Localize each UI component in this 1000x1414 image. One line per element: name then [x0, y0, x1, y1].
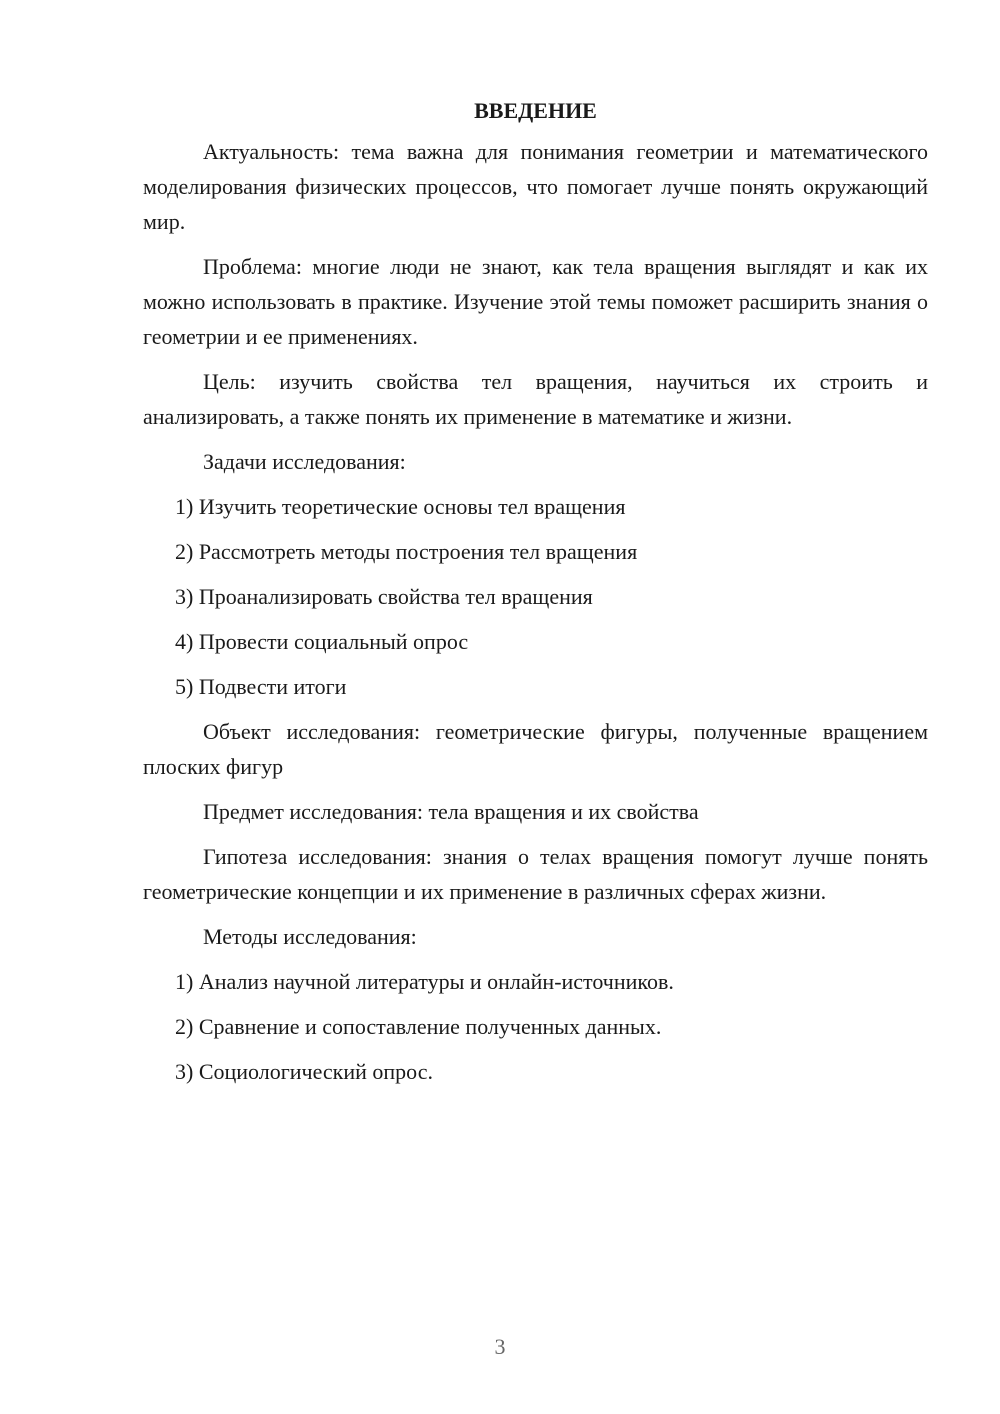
task-item: 1) Изучить теоретические основы тел вращения	[175, 494, 626, 519]
method-item: 3) Социологический опрос.	[175, 1059, 433, 1084]
methods-list	[143, 964, 928, 1089]
task-item: 4) Провести социальный опрос	[175, 629, 469, 654]
methods-heading: Методы исследования:	[203, 924, 417, 949]
task-item: 2) Рассмотреть методы построения тел вращения	[175, 539, 638, 564]
task-item: 5) Подвести итоги	[175, 674, 347, 699]
method-item: 1) Анализ научной литературы и онлайн-источников.	[175, 969, 674, 994]
relevance-paragraph: Актуальность: тема важна для понимания геометрии и математического моделирования физических процессов, что помогает лучше понять окружающий мир.	[143, 139, 928, 234]
problem-paragraph: Проблема: многие люди не знают, как тела вращения выглядят и как их можно использовать в практике. Изучение этой темы поможет расширить знания о геометрии и ее применениях.	[143, 254, 928, 349]
tasks-list	[143, 489, 928, 704]
method-item: 2) Сравнение и сопоставление полученных данных.	[175, 1014, 662, 1039]
subject-paragraph: Предмет исследования: тела вращения и их свойства	[203, 799, 699, 824]
document-content	[143, 94, 928, 1099]
page-number: 3	[494, 1334, 506, 1359]
object-paragraph: Объект исследования: геометрические фигуры, полученные вращением плоских фигур	[143, 719, 928, 779]
tasks-heading: Задачи исследования:	[203, 449, 406, 474]
task-item: 3) Проанализировать свойства тел вращения	[175, 584, 593, 609]
section-title: ВВЕДЕНИЕ	[474, 98, 597, 123]
goal-paragraph: Цель: изучить свойства тел вращения, научиться их строить и анализировать, а также понять их применение в математике и жизни.	[143, 369, 928, 429]
hypothesis-paragraph: Гипотеза исследования: знания о телах вращения помогут лучше понять геометрические концепции и их применение в различных сферах жизни.	[143, 844, 928, 904]
